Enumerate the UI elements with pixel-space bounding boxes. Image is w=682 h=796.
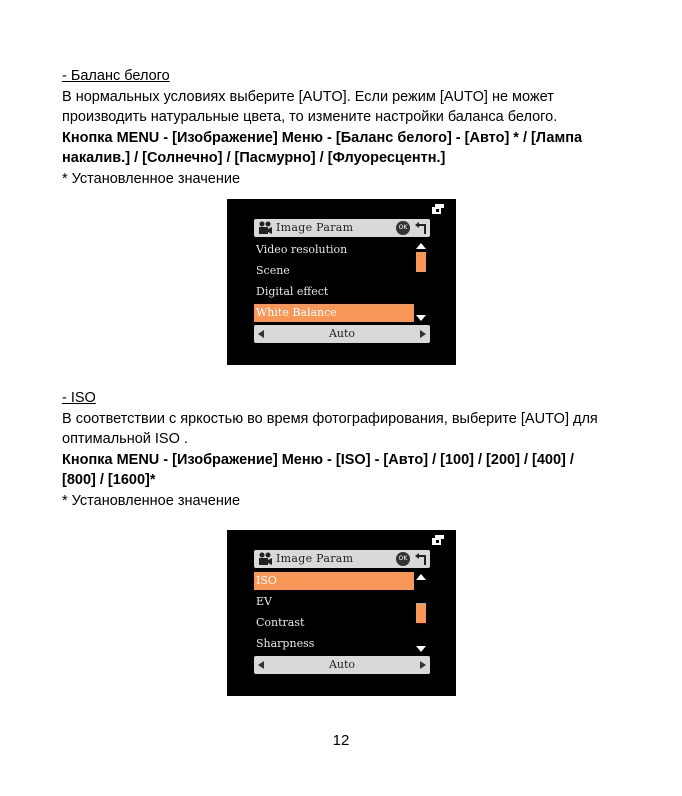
- menu-item-ev[interactable]: EV: [256, 595, 272, 608]
- menu-path: [800] / [1600]*: [62, 472, 156, 488]
- menu-item-sharpness[interactable]: Sharpness: [256, 637, 315, 650]
- menu-title-bar: [254, 219, 430, 237]
- body-text: производить натуральные цвета, то измените настройки баланса белого.: [62, 109, 558, 125]
- camera-screen-white-balance: [227, 199, 456, 365]
- note-text: * Установленное значение: [62, 170, 241, 187]
- back-icon[interactable]: [414, 552, 428, 566]
- scrollbar-thumb[interactable]: [416, 603, 426, 623]
- camera-screen-iso: [227, 530, 456, 696]
- menu-title: Image Param: [276, 552, 354, 565]
- menu-item-video-resolution[interactable]: Video resolution: [256, 243, 348, 256]
- section-heading: - ISO: [62, 390, 96, 406]
- body-text: оптимальной ISO .: [62, 431, 188, 447]
- menu-title-bar: [254, 550, 430, 568]
- note-text: * Установленное значение: [62, 492, 241, 509]
- section-heading: - Баланс белого: [62, 68, 170, 84]
- menu-title: Image Param: [276, 221, 354, 234]
- ok-icon[interactable]: OK: [396, 552, 410, 566]
- arrow-right-icon[interactable]: [420, 661, 426, 669]
- back-icon[interactable]: [414, 221, 428, 235]
- movie-camera-icon: [258, 221, 272, 235]
- ok-icon[interactable]: OK: [396, 221, 410, 235]
- arrow-right-icon[interactable]: [420, 330, 426, 338]
- scroll-down-icon[interactable]: [416, 315, 426, 321]
- camera-mode-icon: [432, 204, 444, 214]
- menu-item-iso[interactable]: ISO: [254, 572, 414, 590]
- scroll-up-icon[interactable]: [416, 574, 426, 580]
- white-balance-section: [62, 66, 642, 189]
- movie-camera-icon: [258, 552, 272, 566]
- menu-item-white-balance[interactable]: White Balance: [254, 304, 414, 322]
- body-text: В соответствии с яркостью во время фотографирования, выберите [AUTO] для: [62, 410, 598, 427]
- scroll-down-icon[interactable]: [416, 646, 426, 652]
- iso-section: [62, 388, 642, 511]
- menu-path: Кнопка MENU - [Изображение] Меню - [ISO] - [Авто] / [100] / [200] / [400] /: [62, 451, 574, 468]
- body-text: В нормальных условиях выберите [AUTO]. Если режим [AUTO] не может: [62, 88, 554, 105]
- scrollbar-thumb[interactable]: [416, 252, 426, 272]
- camera-mode-icon: [432, 535, 444, 545]
- value-selector[interactable]: [254, 325, 430, 343]
- menu-path: накалив.] / [Солнечно] / [Пасмурно] / [Флуоресцентн.]: [62, 150, 446, 166]
- menu-path: Кнопка MENU - [Изображение] Меню - [Баланс белого] - [Авто] * / [Лампа: [62, 129, 583, 146]
- selected-value: Auto: [328, 327, 356, 340]
- menu-item-digital-effect[interactable]: Digital effect: [256, 285, 329, 298]
- menu-item-scene[interactable]: Scene: [256, 264, 290, 277]
- scroll-up-icon[interactable]: [416, 243, 426, 249]
- selected-value: Auto: [328, 658, 356, 671]
- page-number: 12: [332, 732, 350, 749]
- value-selector[interactable]: [254, 656, 430, 674]
- menu-item-contrast[interactable]: Contrast: [256, 616, 305, 629]
